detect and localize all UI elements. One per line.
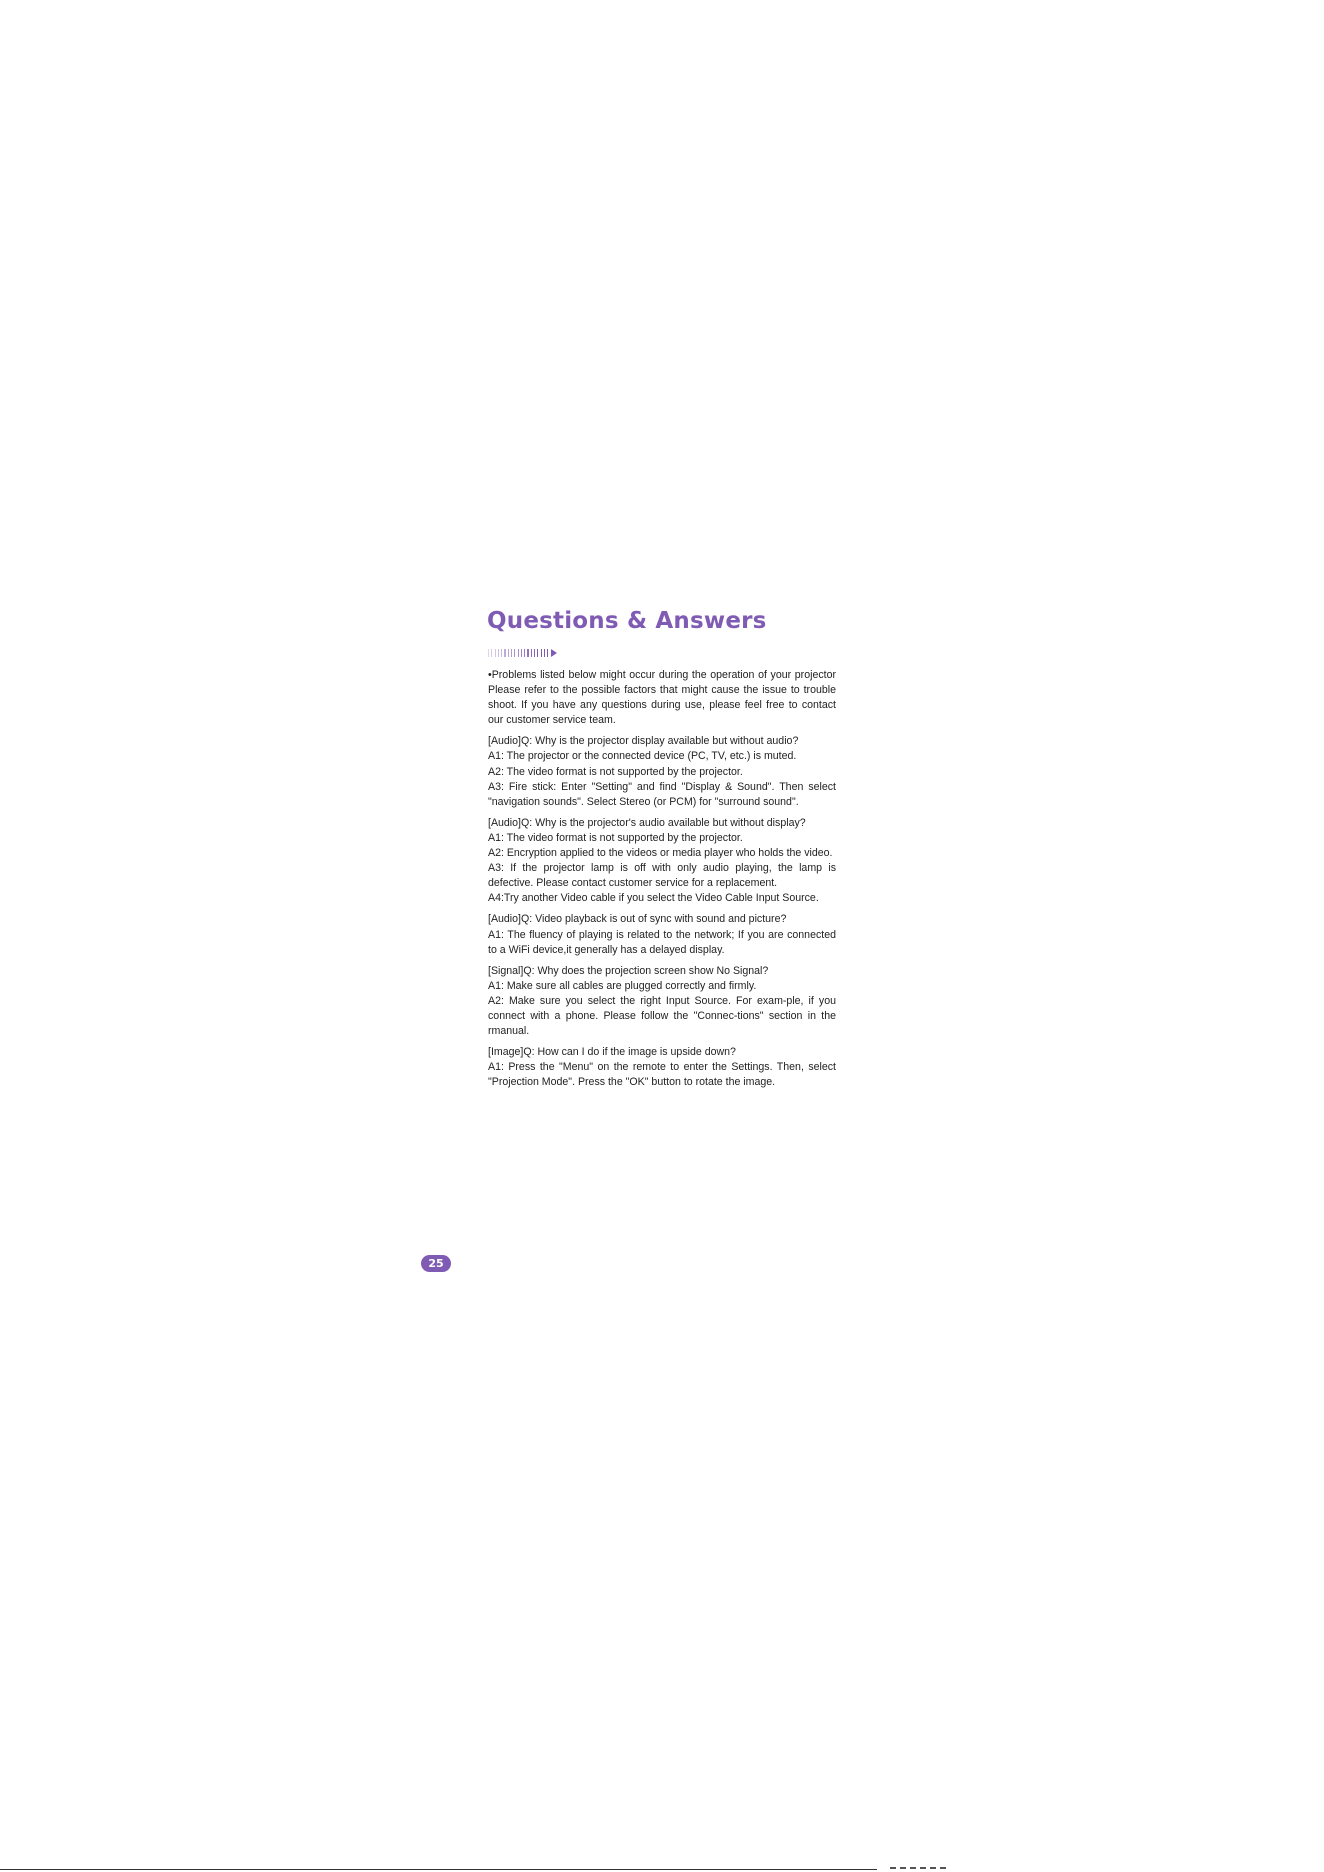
qa-answer: A1: The projector or the connected device (PC, TV, etc.) is muted. <box>488 750 797 763</box>
page-title: Questions & Answers <box>487 608 767 634</box>
qa-answer: A3: Fire stick: Enter "Setting" and find "Display & Sound". Then select "navigation sounds". Select Stereo (or PCM) for "surround sound". <box>488 780 836 808</box>
qa-answer: A2: Encryption applied to the videos or media player who holds the video. <box>488 847 833 860</box>
qa-answer: A1: Make sure all cables are plugged correctly and firmly. <box>488 979 757 992</box>
qa-content <box>488 668 836 1096</box>
qa-question: [Audio]Q: Why is the projector display available but without audio? <box>488 735 799 748</box>
intro-paragraph: •Problems listed below might occur during the operation of your projector Please refer to the possible factors that might cause the issue to trouble shoot. If you have any questions during use, please feel free to contact our customer service team. <box>488 669 836 727</box>
title-divider-ornament <box>488 648 557 658</box>
qa-question: [Image]Q: How can I do if the image is upside down? <box>488 1046 736 1059</box>
qa-answer: A4:Try another Video cable if you select the Video Cable Input Source. <box>488 892 819 905</box>
page-number-badge: 25 <box>421 1255 451 1272</box>
qa-question: [Signal]Q: Why does the projection screen show No Signal? <box>488 964 769 977</box>
qa-answer: A1: Press the "Menu" on the remote to enter the Settings. Then, select "Projection Mode". Press the "OK" button to rotate the image. <box>488 1061 836 1089</box>
qa-answer: A2: Make sure you select the right Input Source. For exam-ple, if you connect with a phone. Please follow the "Connec-tions" section in the rmanual. <box>488 994 836 1038</box>
qa-item <box>488 1045 836 1090</box>
qa-question: [Audio]Q: Video playback is out of sync with sound and picture? <box>488 913 787 926</box>
footer-divider <box>0 1869 877 1870</box>
qa-item <box>488 816 836 907</box>
qa-item <box>488 734 836 809</box>
qa-answer: A1: The fluency of playing is related to the network; If you are connected to a WiFi device,it generally has a delayed display. <box>488 928 836 956</box>
arrow-icon <box>551 649 557 657</box>
qa-answer: A3: If the projector lamp is off with only audio playing, the lamp is defective. Please contact customer service for a replacement. <box>488 862 836 890</box>
qa-question: [Audio]Q: Why is the projector's audio available but without display? <box>488 816 806 829</box>
qa-item <box>488 964 836 1039</box>
footer-crop-marks <box>890 1867 960 1871</box>
qa-answer: A2: The video format is not supported by the projector. <box>488 765 743 778</box>
qa-item <box>488 912 836 957</box>
qa-answer: A1: The video format is not supported by the projector. <box>488 831 743 844</box>
